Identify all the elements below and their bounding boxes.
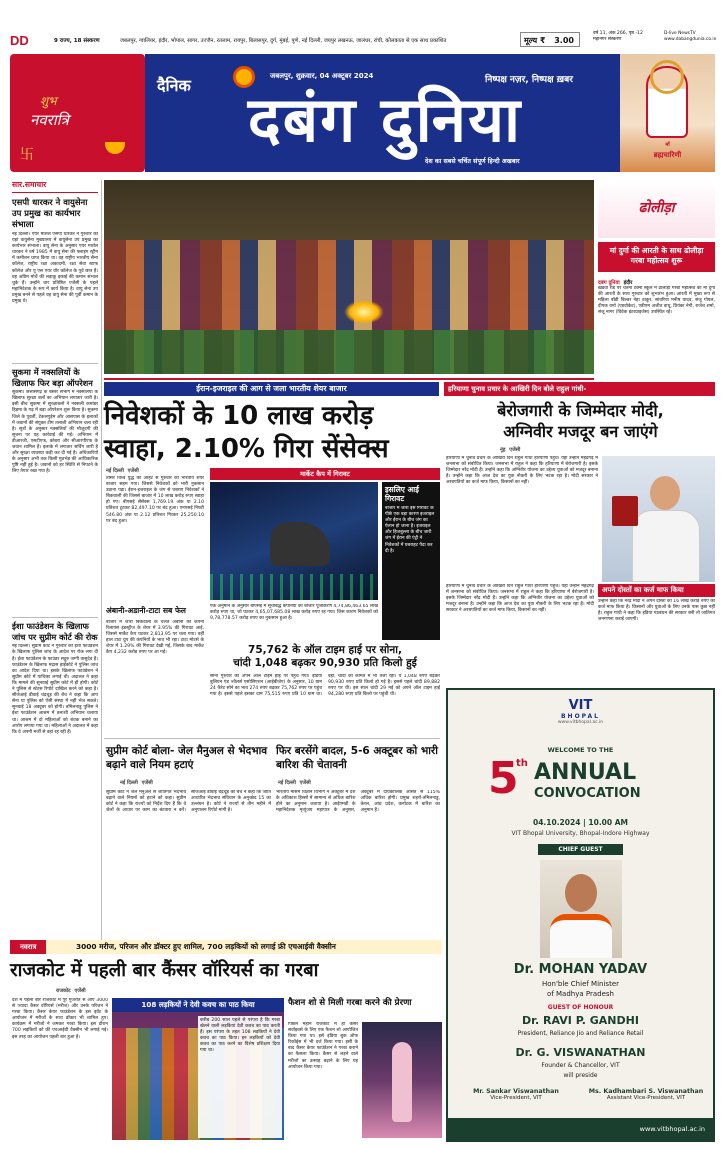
rahul-headline-line1: बेरोजगारी के जिम्मेदार मोदी, (497, 401, 664, 420)
story-headline[interactable]: एसपी धारकर ने वायुसेना उप प्रमुख का कार्यभार संभाला (12, 197, 88, 229)
dholida-box (598, 180, 715, 374)
credit-agency: एजेंसी (299, 780, 311, 786)
photo-aarti-flame (344, 300, 384, 324)
goddess-halo (650, 60, 684, 94)
photo-banner: 108 लड़कियों ने देवी कवच का पाठ किया (112, 998, 284, 1012)
price-value: 3.00 (554, 36, 574, 45)
gold-headline-line2: चांदी 1,048 बढ़कर 90,930 प्रति किलो हुई (233, 657, 417, 669)
navratri-right-body: पिछले महीने राजकोट में ही कैंसर सर्वाइवर्स के लिए एक फैशन शो आयोजित किया गया था। इसे इंडिया बुक ऑफ रिकॉर्ड्स में भी दर्ज किया गया। इसी के बाद कैंसर केयर फाउंडेशन ने गरबा कराने का फैसला किया। कैंसर से लड़ने वाले मरीजों का उत्साह बढ़ाने के लिए यह आयोजन किया गया। (288, 1022, 358, 1070)
navratri-headline[interactable]: राजकोट में पहली बार कैंसर वॉरियर्स का गरबा (10, 960, 319, 981)
chief-guest-portrait (540, 860, 622, 958)
top-bar (0, 0, 725, 52)
goddess-caption: ब्रह्मचारिणी (653, 151, 682, 159)
greeting-bottom: नवरात्रि (30, 111, 69, 129)
credit-agency: एजेंसी (127, 468, 139, 474)
event-venue: VIT Bhopal University, Bhopal-Indore Highway (511, 830, 650, 837)
navratri-middle-text: करीब 200 साल पहले से परंपरा है कि गरबा खेलने वाली लड़कियां देवी कवच का पाठ करती हैं। इस परंपरा के तहत 108 लड़कियों ने देवी कवच का पाठ किया। इन लड़कियों को देवी कवच का पाठ करने का विशेष प्रशिक्षण दिया गया था। (198, 1016, 282, 1138)
volume-info (593, 31, 661, 43)
navratri-body: देश में पहली बार राजकोट में पूरे गुजरात से आए 3000 से ज्यादा कैंसर वॉरियर्स (मरीज) और उनके परिजन ने गरबा किया। कैंसर केयर फाउंडेशन के इस इवेंट के आयोजन में मरीजों के साथ डॉक्टर भी शामिल हुए। कार्यक्रम में मरीजों ने जमकर गरबा किया। इस दौरान 700 लड़कियों को फ्री एचआईवी वैक्सीन भी लगाई गई। इस तरह का आयोजन पहली बार हुआ है। (12, 998, 108, 1040)
sidebar-title: इसलिए आई गिरावट (385, 485, 419, 503)
credit-city: नई दिल्ली (278, 780, 296, 786)
diya-icon (105, 142, 125, 154)
vit-logo-tag: www.vitbhopal.ac.in (557, 720, 604, 725)
title-line2: CONVOCATION (534, 786, 641, 801)
navratri-kicker: 3000 मरीज, परिजन और डॉक्टर हुए शामिल, 700 लड़कियों को लगाई फ्री एचआईवी वैक्सीन (76, 942, 336, 951)
vit-logo-sub: BHOPAL (560, 713, 600, 720)
gold-headline[interactable] (210, 644, 440, 670)
rahul-body: हरियाणा में चुनाव प्रचार के आखिरी दिन राहुल गांधी हरियाणा पहुंचे। यहां उन्होंने महेंद्रगढ़ में जनसभा को संबोधित किया। जनसभा में राहुल ने कहा कि हरियाणा में बेरोजगारी है। इसके जिम्मेदार नरेंद्र मोदी हैं। उन्होंने कहा कि अग्निवीर योजना का उद्देश्य युवाओं को मजदूर बनाना है। उन्होंने कहा कि आज देश का युवा नौकरी के लिए भटक रहा है। मोदी सरकार ने अरबपतियों का कर्ज माफ किया, किसानों का नहीं। (446, 456, 598, 486)
why-fall-sidebar (382, 482, 440, 640)
vp2-name: Ms. Kadhambari S. Viswanathan (588, 1088, 704, 1095)
story-headline[interactable]: ईशा फाउंडेशन के खिलाफ जांच पर सुप्रीम कोर्ट की रोक (12, 621, 98, 642)
chancellor-note: will preside (563, 1072, 598, 1079)
chancellor-name: Dr. G. VISWANATHAN (515, 1046, 646, 1059)
section-label: सार.समाचार (12, 180, 98, 193)
dholida-body: खंडवा रोड पर चेतना टेक्नो स्कूल में ढोलीड़ा गरबा महोत्सव का मां दुर्गा की आरती के साथ गुरुवार को शुभारंभ हुआ। आरती में मुख्य रूप से महिला बॉडी बिल्डर नेहा ठाकुर, सांवरिया मनीष यादव, संजू गोयल, दीपक वर्मा (एडवोकेट), एडीएम अजीत वाधू, प्रियंका नेगी, राजेश शर्मा, संजू नागर (विवेक इंटरप्राइजेस) उपस्थित रहे। (598, 286, 715, 316)
brand-logo[interactable]: DD (10, 33, 29, 48)
rahul-kicker: हरियाणा चुनाव प्रचार के आखिरी दिन बोले राहुल गांधी- (444, 382, 715, 396)
editions-count: 9 राज्य, 18 संस्करण (54, 38, 100, 44)
lead-subhead[interactable]: अंबानी-अडानी-टाटा सब फेल (106, 606, 186, 615)
person-head (650, 476, 680, 510)
person-body (632, 510, 700, 582)
ordinal-number: 5 (488, 753, 519, 804)
chief-guest-title1: Hon'ble Chief Minister (541, 980, 620, 988)
welcome-text: WELCOME TO THE (547, 746, 614, 754)
fashion-show-photo (362, 1022, 442, 1138)
credit-city: नई दिल्ली (120, 780, 138, 786)
vp2-block (580, 1088, 712, 1101)
app-info[interactable] (664, 31, 724, 43)
price-box (520, 32, 580, 47)
portrait-head (565, 874, 597, 912)
masthead (10, 54, 715, 172)
navratri-right-headline[interactable]: फैशन शो से मिली गरबा करने की प्रेरणा (288, 998, 412, 1008)
goddess-caption-top: माँ (665, 142, 670, 148)
chief-guest-title2: of Madhya Pradesh (547, 990, 614, 998)
navratri-strip (10, 940, 442, 954)
credit-agency: एजेंसी (74, 988, 86, 994)
credit-paper: दबंग दुनिया (598, 280, 620, 286)
sc-headline[interactable]: सुप्रीम कोर्ट बोला- जेल मैनुअल से भेदभाव बढ़ाने वाले नियम हटाएं (106, 745, 268, 771)
loan-waiver-box (598, 584, 715, 684)
credit-agency: एजेंसी (509, 447, 521, 453)
lead-credit (106, 468, 139, 474)
credit-city: नूंह (500, 447, 506, 453)
daily-label: दैनिक (157, 76, 191, 95)
red-book-icon (612, 496, 638, 526)
vit-convocation-ad[interactable] (446, 688, 715, 1142)
story-headline[interactable]: सुकमा में नक्सलियों के खिलाफ फिर बड़ा ऑपरेशन (12, 367, 93, 388)
greeting-top: शुभ (40, 94, 57, 108)
gold-body: सोना गुरुवार को अपने ऑल टाइम हाई पर पहुंच गया। इंडिया बुलियन एंड ज्वैलर्स एसोसिएशन (आईबीजेए) के अनुसार, 10 ग्राम 24 कैरेट सोने का भाव 274 रुपए बढ़कर 75,762 रुपए पर पहुंच गया है। इससे पहले इसका दाम 75,515 रुपए प्रति 10 ग्राम था। वहीं, चांदी की कीमत में भी तेजी रही। ये 1,048 रुपए बढ़कर 90,930 रुपए प्रति किलो हो गई है। इससे पहले चांदी 89,882 रुपए पर थी। इस साल चांदी 29 मई को अपने ऑल टाइम हाई 94,280 रुपए प्रति किलो पर पहुंची थी। (210, 674, 440, 698)
navratri-tag[interactable]: नवरात्र (10, 940, 46, 954)
weather-body: भारतीय मौसम विज्ञान विभाग ने अक्टूबर में देश के अधिकांश हिस्सों में सामान्य से अधिक बारिश होने का अनुमान जताया है। आईएमडी के महानिदेशक मृत्युंजय महापात्र के अनुसार, अक्टूबर में दीर्घकालिक औसत से 115% अधिक बारिश होगी। प्रमुख शहरों-तमिलनाडु, केरल, आंध्र प्रदेश, कर्नाटक में बारिश का अनुमान है। (276, 790, 440, 814)
event-datetime: 04.10.2024 | 10.00 AM (532, 818, 628, 827)
navratri-greeting-badge (10, 54, 145, 172)
sc-body: सुप्रीम कोर्ट ने जेल मैनुअल से जातिगत भेदभाव बढ़ाने वाले नियमों को हटाने को कहा। सुप्रीम कोर्ट ने कहा कि राज्यों को निर्देश दिए हैं कि वे जेलों के आधार पर काम का बंटवारा न करें। सीजेआई डीवाई चंद्रचूड़ की बेंच ने कहा कि जाति आधारित भेदभाव संविधान के अनुच्छेद 15 का उल्लंघन है। कोर्ट ने राज्यों से तीन महीने में अनुपालन रिपोर्ट मांगी है। (106, 790, 271, 814)
title-line1: ANNUAL (534, 760, 637, 785)
lead-kicker: ईरान-इजराइल की आग से जला भारतीय शेयर बाजार (104, 382, 439, 396)
dholida-logo[interactable] (598, 180, 715, 238)
vit-logo-text: VIT (568, 698, 593, 713)
masthead-motto: निष्पक्ष नज़र, निष्पक्ष ख़बर (485, 75, 573, 85)
website-link[interactable]: www.dabangdunia.co.in (664, 37, 717, 42)
photo-plants (104, 330, 594, 374)
sc-credit (120, 780, 153, 786)
vit-logo[interactable] (448, 698, 713, 725)
lead-body: तीसरे विश्व युद्ध की आहट से गुरुवार को भारतीय शेयर बाजार सहम गया। जिससे निवेशकों को भारी नुकसान उठाना पड़ा। ईरान-इजराइल के जंग से घबराए निवेशकों ने बिकवाली की जिससे बाजार में 10 लाख करोड़ रुपए स्वाहा हो गए। बीएसई सेंसेक्स 1,769.19 अंक या 2.10 प्रतिशत टूटकर 82,497.10 पर बंद हुआ। एनएसई निफ्टी 546.80 अंक या 2.12 प्रतिशत गिरकर 25,250.10 पर बंद हुआ। (106, 476, 204, 524)
sidebar-body: बाजार में जारी इस गिरावट के पीछे एक बड़ा कारण इजराइल और ईरान के बीच जंग का ऐलान हो जाना है। इजराइल और हिजबुल्ला के बीच जारी जंग में ईरान की एंट्री ने निवेशकों में घबराहट पैदा कर दी है। (385, 506, 435, 554)
chief-guest-label: CHIEF GUEST (538, 844, 623, 855)
vp1-block (456, 1088, 576, 1101)
gold-headline-line1: 75,762 के ऑल टाइम हाई पर सोना, (248, 644, 402, 656)
rahul-gandhi-photo (602, 456, 715, 582)
divider (12, 363, 98, 364)
divider (104, 738, 440, 739)
lead-headline-line2: स्वाहा, 2.10% गिरा सेंसेक्स (104, 434, 389, 464)
box-title[interactable]: अपने दोस्तों का कर्ज माफ किया (598, 584, 715, 597)
weather-headline[interactable]: फिर बरसेंगे बादल, 5-6 अक्टूबर को भारी बारिश की चेतावनी (276, 745, 438, 771)
goh-name: Dr. RAVI P. GANDHI (522, 1014, 639, 1027)
vp1-title: Vice-President, VIT (490, 1095, 542, 1101)
column-divider (101, 180, 102, 940)
box-body: उन्होंने कहा कि नरेंद्र मोदी ने अपने दोस्तों का 16 लाख करोड़ रुपए का कर्ज माफ किया है। किसानों और युवाओं के लिए उनके पास कुछ नहीं है। राहुल गांधी ने कहा कि इंडिया गठबंधन की सरकार बनी तो जातिगत जनगणना कराई जाएगी। (598, 599, 715, 623)
masthead-tagline: देश का सबसे चर्चित संपूर्ण हिन्दी अखबार (425, 158, 520, 165)
edition-cities: जबलपुर, ग्वालियर, इंदौर, भोपाल, सागर, उज्जैन, रतलाम, रायपुर, बिलासपुर, दुर्ग, मुंबई, पुणे, नई दिल्ली, जयपुर लखनऊ, जालंधर, रांची, कोलकाता से एक साथ प्रकाशित (120, 38, 447, 44)
credit-city: राजकोट (56, 988, 71, 994)
convocation-title (488, 754, 678, 814)
lead-headline-line1: निवेशकों के 10 लाख करोड़ (104, 401, 374, 431)
bull-statue-icon (270, 522, 330, 566)
swastik-icon: 卐 (20, 147, 34, 163)
edition-dateline: जबलपुर, शुक्रवार, 04 अक्टूबर 2024 (270, 72, 374, 80)
portrait-body (550, 914, 612, 958)
ordinal-suffix: th (516, 758, 528, 769)
app-name[interactable]: D-live NewsTV (664, 31, 696, 36)
lead-headline[interactable] (104, 400, 439, 466)
rahul-headline[interactable] (446, 400, 715, 442)
chancellor-title: Founder & Chancellor, VIT (541, 1062, 620, 1069)
weather-credit (278, 780, 311, 786)
story-body: नई दिल्ली। सुप्रीम कोर्ट ने गुरुवार को ईशा फाउंडेशन के खिलाफ पुलिस जांच के आदेश पर रोक लगा दी है। ईशा फाउंडेशन के फाउंडर सद्गुरु जग्गी वासुदेव हैं। फाउंडेशन के खिलाफ मद्रास हाईकोर्ट ने पुलिस जांच का आदेश दिया था। इसके खिलाफ फाउंडेशन ने सुप्रीम कोर्ट में याचिका लगाई थी। अदालत ने कहा कि मामले की सुनवाई सुप्रीम कोर्ट में ही होगी। कोर्ट ने पुलिस से स्टेटस रिपोर्ट दाखिल करने को कहा है। सीजेआई डीवाई चंद्रचूड़ की बेंच ने कहा कि आप सेना या पुलिस को ऐसी संस्था में नहीं भेज सकते। सुनवाई 18 अक्टूबर को होगी। तमिलनाडु पुलिस ने ईशा फाउंडेशन आश्रम में तलाशी अभियान चलाया था। आश्रम में दो महिलाओं को बंधक बनाने का आरोप लगाया गया था। महिलाओं ने अदालत में कहा कि वे अपनी मर्जी से वहां रह रही हैं। (12, 644, 98, 735)
chief-guest-name: Dr. MOHAN YADAV (513, 962, 648, 977)
story-body: सुकमा। छत्तीसगढ़ के बस्तर संभाग में नक्सलियों के खिलाफ सुरक्षा बलों का अभियान लगातार जारी है। इसी बीच सुकमा में सुरक्षाबलों ने नक्सली कमांडर हिड़मा के गढ़ में बड़ा ऑपरेशन शुरू किया है। सुकमा जिले के पूवर्ती, टेकलगुड़ेम और आसपास के इलाकों में जवानों की संयुक्त टीम तलाशी अभियान चला रही है। सूत्रों के अनुसार नक्सलियों की मौजूदगी की सूचना पर यह कार्रवाई की गई। अभियान में डीआरजी, एसटीएफ, कोबरा और सीआरपीएफ के जवान शामिल हैं। इलाके में लगातार सर्चिंग जारी है और सुरक्षा व्यवस्था कड़ी कर दी गई है। अधिकारियों के अनुसार अभी तक किसी मुठभेड़ की आधिकारिक पुष्टि नहीं हुई है। जवानों को हर स्थिति से निपटने के लिए तैयार रखा गया है। (12, 390, 98, 475)
stock-market-photo (210, 482, 378, 600)
newspaper-title[interactable]: दबंग दुनिया (247, 83, 523, 156)
ad-footer[interactable]: www.vitbhopal.ac.in (448, 1118, 713, 1140)
credit-city: इंदौर (623, 280, 633, 286)
edition-name: महानगर संस्करण (593, 37, 622, 42)
story-body: नई दिल्ली। एयर मार्शल एसपी धारकर ने गुरुवार को यहां वायुसेना मुख्यालय में वायुसेना उप प्रमुख का कार्यभार संभाला। वायु सेना के अनुसार एयर मार्शल धारकर ने वर्ष 1985 में वायु सेना की फ्लाइंग स्ट्रीम में कमीशन प्राप्त किया था। वह राष्ट्रीय भारतीय सैन्य कॉलेज, राष्ट्रीय रक्षा अकादमी, रक्षा सेवा स्टाफ कॉलेज और यू एस एयर वॉर कॉलेज के पूर्व छात्र हैं। वह अग्रिम मोर्चे की लड़ाकू इकाई की कमान संभाल चुके हैं। उन्होंने चार प्रतिष्ठित एजेंसी के पहले महानिदेशक के रूप में कार्य किया है। वायु सेना उप प्रमुख बनने से पहले वह वायु सेना की पूर्वी कमान के प्रमुख थे। (12, 232, 98, 305)
vp1-name: Mr. Sankar Viswanathan (473, 1088, 559, 1095)
rahul-credit (500, 447, 520, 453)
garba-aarti-photo (104, 180, 594, 374)
lead-body2-text: बाजार में जारी बिकवाली के चलते अंबानी की कंपनी रिलायंस इंडस्ट्रीज के शेयर में 3.95% की गिरावट आई, जिससे मार्केट कैप घटकर 2,813.95 पर चला गया। वहीं हाल टाटा ग्रुप की कंपनियों के भाव भी रहा। टाटा मोटर्स के शेयर में 1.29% की गिरावट देखी गई, जिसके बाद मार्केट कैप 4,232 करोड़ रुपए पर आ गई। (106, 620, 204, 656)
dholida-logo-text: ढोलीड़ा (638, 200, 675, 216)
navratri-credit (56, 988, 86, 994)
ticker-line-icon (210, 574, 378, 600)
model-figure (392, 1042, 412, 1122)
dholida-credit (598, 278, 632, 286)
lead-divider (104, 378, 594, 380)
credit-city: नई दिल्ली (106, 468, 124, 474)
price-label: मूल्य ₹ (524, 36, 546, 45)
guest-of-honour-label: GUEST OF HONOUR (547, 1004, 614, 1011)
divider (12, 617, 98, 618)
rahul-headline-line2: अग्निवीर मजदूर बन जाएंगे (503, 422, 658, 441)
market-photo-caption: एक अनुमान के अनुसार बीएसई में सूचीबद्ध कंपनियों का बाजार पूंजीकरण 4,74,86,463.65 लाख करोड़ रुपए था, जो घटकर 4,65,07,685.08 लाख करोड़ रुपए रह गया। जिस कारण निवेशकों को 9,78,778.57 करोड़ रुपए का नुकसान हुआ है। (210, 604, 378, 622)
title-block (145, 54, 620, 172)
credit-agency: एजेंसी (141, 780, 153, 786)
rahul-body-cont: हरियाणा में चुनाव प्रचार के आखिरी दिन राहुल गांधी हरियाणा पहुंचे। यहां उन्होंने महेंद्रगढ़ में जनसभा को संबोधित किया। जनसभा में राहुल ने कहा कि हरियाणा में बेरोजगारी है। इसके जिम्मेदार नरेंद्र मोदी हैं। उन्होंने कहा कि अग्निवीर योजना का उद्देश्य युवाओं को मजदूर बनाना है। उन्होंने कहा कि आज देश का युवा नौकरी के लिए भटक रहा है। मोदी सरकार ने अरबपतियों का कर्ज माफ किया, किसानों का नहीं। (446, 584, 594, 614)
goddess-brahmacharini-image (620, 54, 715, 172)
dholida-banner[interactable]: मां दुर्गा की आरती के साथ ढोलीड़ा गरबा महोत्सव शुरू (598, 242, 715, 272)
goh-title: President, Reliance Jio and Reliance Retail (517, 1030, 644, 1037)
volume-line: वर्ष 11, अंक 266, पृष्ठ -12 (593, 31, 643, 36)
vp2-title: Assistant Vice-President, VIT (606, 1095, 686, 1101)
sar-samachar-column (12, 180, 98, 938)
market-cap-label: मार्केट कैप में गिरावट (210, 468, 440, 480)
